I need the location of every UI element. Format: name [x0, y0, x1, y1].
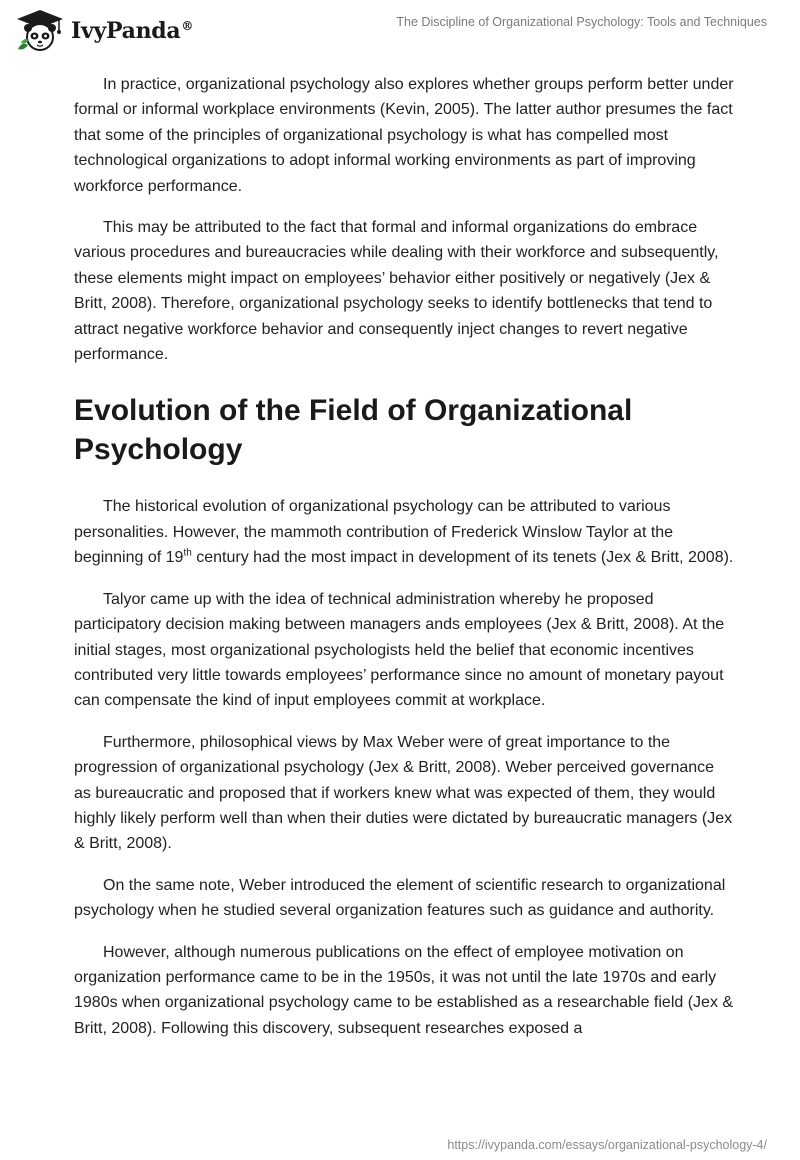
- paragraph: Furthermore, philosophical views by Max Weber were of great importance to the progression of organizational psychology (Jex & Britt, 2008). Weber perceived governance as bureaucratic and proposed that if workers knew what was expected of them, they would highly likely perform well than when their duties were dictated by bureaucratic managers (Jex & Britt, 2008).: [74, 733, 733, 853]
- article-body: [74, 72, 734, 1057]
- document-title: The Discipline of Organizational Psychology: Tools and Techniques: [396, 15, 767, 29]
- section-heading: Evolution of the Field of Organizational Psychology: [74, 394, 633, 467]
- brand-name: IvyPanda®: [71, 18, 194, 44]
- ivypanda-logo[interactable]: [15, 8, 193, 54]
- panda-graduate-icon: [15, 9, 65, 53]
- paragraph: However, although numerous publications on the effect of employee motivation on organization performance came to be in the 1950s, it was not until the late 1970s and early 1980s when organizational psychology came to be established as a researchable field (Jex & Britt, 2008). Following this discovery, subsequent researches exposed a: [74, 943, 734, 1037]
- paragraph: The historical evolution of organizational psychology can be attributed to various personalities. However, the mammoth contribution of Frederick Winslow Taylor at the beginning of 19th century had the most impact in development of its tenets (Jex & Britt, 2008).: [74, 498, 734, 567]
- page-header: [0, 0, 800, 60]
- paragraph: On the same note, Weber introduced the element of scientific research to organizational psychology when he studied several organization features such as guidance and authority.: [74, 876, 726, 920]
- paragraph: In practice, organizational psychology also explores whether groups perform better under formal or informal workplace environments (Kevin, 2005). The latter author presumes the fact that some of the principles of organizational psychology is what has compelled most technological organizations to adopt informal working environments as part of improving workforce performance.: [74, 76, 734, 195]
- source-url[interactable]: https://ivypanda.com/essays/organizational-psychology-4/: [447, 1138, 767, 1152]
- paragraph: Talyor came up with the idea of technical administration whereby he proposed participatory decision making between managers ands employees (Jex & Britt, 2008). At the initial stages, most organizational psychologists held the belief that economic incentives contributed very little towards employees’ performance since no amount of monetary payout can compensate the kind of input employees commit at workplace.: [74, 590, 725, 710]
- paragraph: This may be attributed to the fact that formal and informal organizations do embrace various procedures and bureaucracies while dealing with their workforce and subsequently, these elements might impact on employees’ behavior either positively or negatively (Jex & Britt, 2008). Therefore, organizational psychology seeks to identify bottlenecks that tend to attract negative workforce behavior and consequently inject changes to revert negative performance.: [74, 219, 719, 364]
